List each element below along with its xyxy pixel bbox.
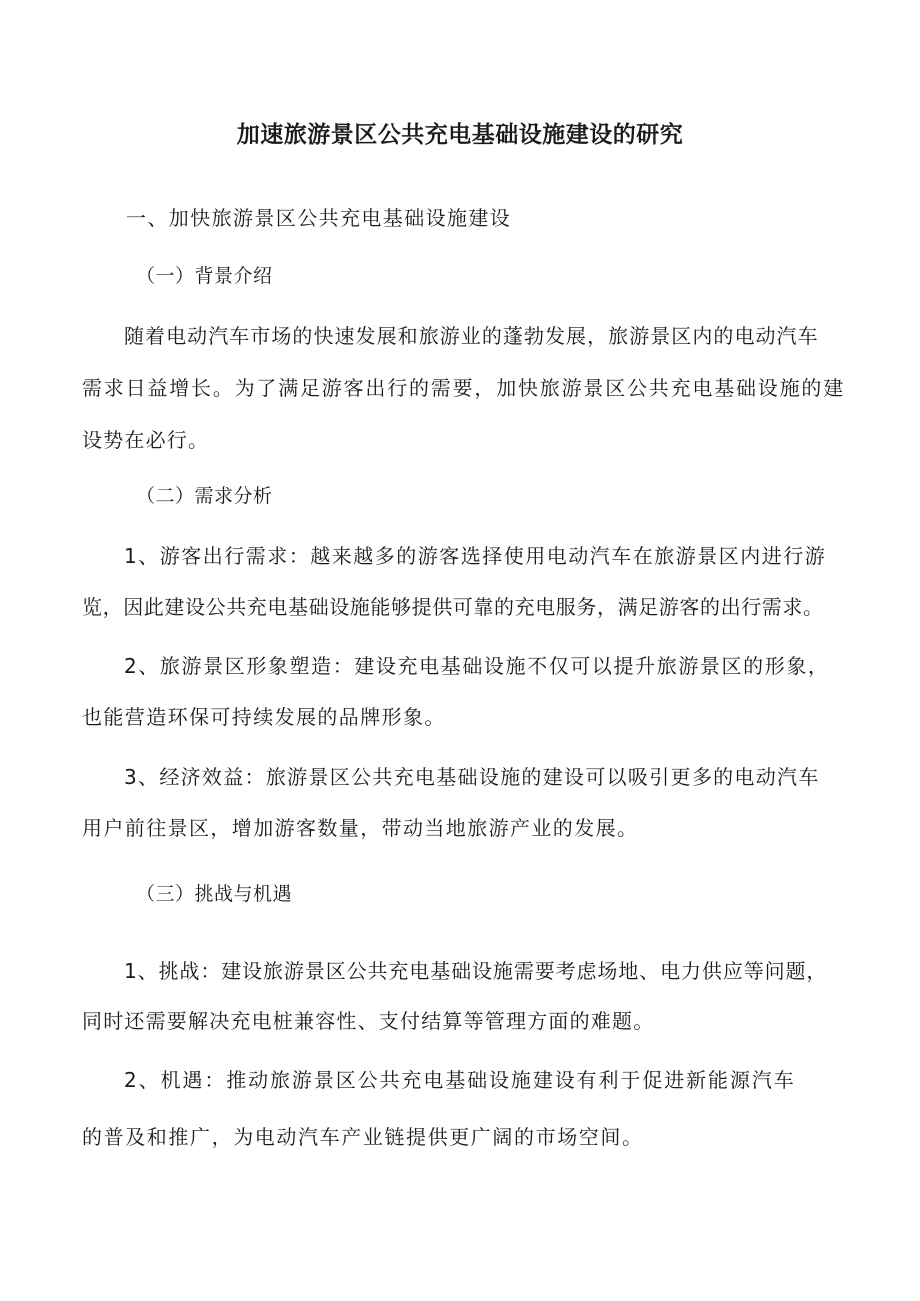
list-item-line: 览，因此建设公共充电基础设施能够提供可靠的充电服务，满足游客的出行需求。 — [82, 595, 824, 619]
list-item-line: 也能营造环保可持续发展的品牌形象。 — [82, 705, 446, 729]
list-item-line: 1、游客出行需求：越来越多的游客选择使用电动汽车在旅游景区内进行游 — [124, 544, 827, 568]
list-item-line: 2、机遇：推动旅游景区公共充电基础设施建设有利于促进新能源汽车 — [124, 1068, 796, 1092]
paragraph-line: 随着电动汽车市场的快速发展和旅游业的蓬勃发展，旅游景区内的电动汽车 — [124, 324, 819, 348]
section-heading-demand: （二）需求分析 — [136, 485, 273, 507]
paragraph-line: 需求日益增长。为了满足游客出行的需要，加快旅游景区公共充电基础设施的建 — [82, 376, 845, 400]
heading-level-1: 一、加快旅游景区公共充电基础设施建设 — [126, 206, 512, 230]
section-heading-background: （一）背景介绍 — [136, 265, 273, 287]
list-item-line: 的普及和推广，为电动汽车产业链提供更广阔的市场空间。 — [82, 1125, 644, 1149]
list-item-line: 1、挑战：建设旅游景区公共充电基础设施需要考虑场地、电力供应等问题， — [124, 959, 828, 983]
list-item-line: 用户前往景区，增加游客数量，带动当地旅游产业的发展。 — [82, 816, 639, 840]
list-item-line: 2、旅游景区形象塑造：建设充电基础设施不仅可以提升旅游景区的形象， — [124, 654, 830, 678]
list-item-line: 3、经济效益：旅游景区公共充电基础设施的建设可以吸引更多的电动汽车 — [124, 765, 820, 789]
section-heading-challenges: （三）挑战与机遇 — [136, 883, 293, 905]
paragraph-line: 设势在必行。 — [82, 428, 210, 452]
document-title: 加速旅游景区公共充电基础设施建设的研究 — [236, 122, 684, 148]
list-item-line: 同时还需要解决充电桩兼容性、支付结算等管理方面的难题。 — [82, 1009, 655, 1033]
